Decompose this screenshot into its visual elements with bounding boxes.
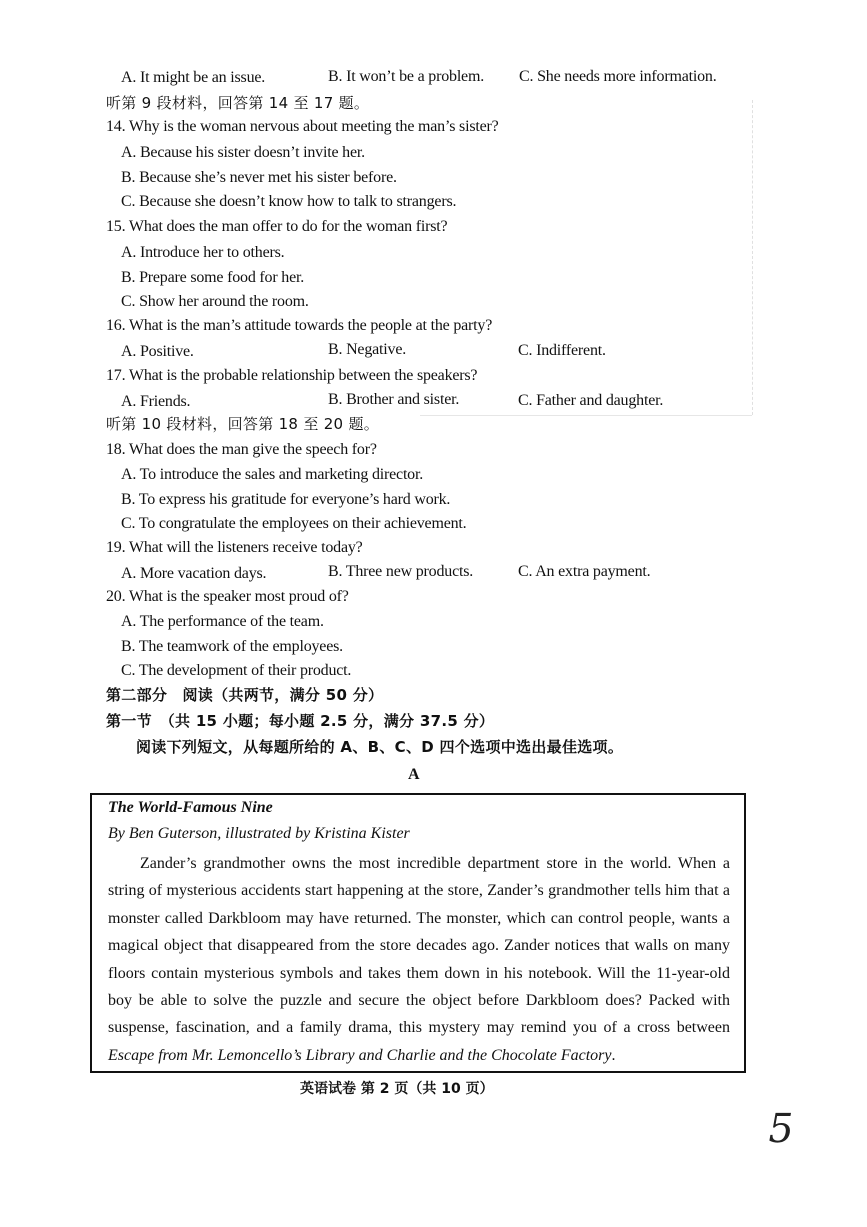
- question-15-option-c: C. Show her around the room.: [121, 293, 309, 310]
- q13-option-c: C. She needs more information.: [519, 68, 717, 85]
- passage-book-titles: Escape from Mr. Lemoncello’s Library and Charlie and the Chocolate Factory: [108, 1046, 612, 1064]
- q13-option-a: A. It might be an issue.: [121, 69, 266, 86]
- section-10-instruction: 听第 10 段材料，回答第 18 至 20 题。: [106, 415, 380, 433]
- passage-byline: By Ben Guterson, illustrated by Kristina Kister: [108, 825, 410, 842]
- passage-body-text: Zander’s grandmother owns the most incredible department store in the world. When a string of mysterious accidents start happening at the store, Zander’s grandmother tells him that a monster called Darkbloom may have returned. The monster, which can control people, wants a magical object that disappeared from the store decades ago. Zander notices that walls on many floors contain mysterious symbols and takes them down in his notebook. Will the 11-year-old boy be able to solve the puzzle and secure the object before Darkbloom does? Packed with suspense, fascination, and a family drama, this mystery may remind you of a cross between: [108, 855, 730, 1037]
- passage-box: [90, 793, 746, 1073]
- part-2-heading: 第二部分 阅读（共两节，满分 50 分）: [106, 686, 384, 704]
- question-19-stem: 19. What will the listeners receive today?: [106, 539, 363, 556]
- question-17-option-a: A. Friends.: [121, 393, 191, 410]
- question-15-stem: 15. What does the man offer to do for the woman first?: [106, 218, 448, 235]
- question-14-stem: 14. Why is the woman nervous about meeting the man’s sister?: [106, 118, 499, 135]
- question-14-option-b: B. Because she’s never met his sister before.: [121, 169, 397, 186]
- question-14-option-a: A. Because his sister doesn’t invite her.: [121, 144, 365, 161]
- question-17-option-b: B. Brother and sister.: [328, 391, 460, 408]
- handwritten-mark: 5: [763, 1106, 798, 1152]
- passage-letter: A: [408, 766, 420, 783]
- q13-option-b: B. It won’t be a problem.: [328, 68, 485, 85]
- bleed-through-artifact: [420, 415, 752, 416]
- question-18-option-a: A. To introduce the sales and marketing director.: [121, 466, 424, 483]
- question-17-option-c: C. Father and daughter.: [518, 392, 664, 409]
- question-18-option-c: C. To congratulate the employees on their achievement.: [121, 515, 467, 532]
- reading-directions: 阅读下列短文，从每题所给的 A、B、C、D 四个选项中选出最佳选项。: [136, 738, 624, 756]
- bleed-through-artifact: [740, 100, 753, 415]
- page-footer: 英语试卷 第 2 页（共 10 页）: [300, 1081, 494, 1097]
- question-16-option-a: A. Positive.: [121, 343, 194, 360]
- passage-body-end: .: [611, 1046, 616, 1064]
- question-18-stem: 18. What does the man give the speech for?: [106, 441, 377, 458]
- passage-body: [108, 850, 730, 1069]
- question-14-option-c: C. Because she doesn’t know how to talk to strangers.: [121, 193, 457, 210]
- passage-title: The World-Famous Nine: [108, 799, 273, 816]
- question-19-option-a: A. More vacation days.: [121, 565, 267, 582]
- question-16-option-c: C. Indifferent.: [518, 342, 606, 359]
- question-20-stem: 20. What is the speaker most proud of?: [106, 588, 349, 605]
- question-15-option-b: B. Prepare some food for her.: [121, 269, 305, 286]
- section-1-heading: 第一节 （共 15 小题；每小题 2.5 分，满分 37.5 分）: [106, 712, 495, 730]
- question-20-option-b: B. The teamwork of the employees.: [121, 638, 343, 655]
- question-20-option-a: A. The performance of the team.: [121, 613, 324, 630]
- question-20-option-c: C. The development of their product.: [121, 662, 352, 679]
- question-16-stem: 16. What is the man’s attitude towards the people at the party?: [106, 317, 493, 334]
- section-9-instruction: 听第 9 段材料，回答第 14 至 17 题。: [106, 94, 370, 112]
- question-19-option-c: C. An extra payment.: [518, 563, 651, 580]
- question-19-option-b: B. Three new products.: [328, 563, 474, 580]
- question-15-option-a: A. Introduce her to others.: [121, 244, 285, 261]
- question-16-option-b: B. Negative.: [328, 341, 407, 358]
- question-17-stem: 17. What is the probable relationship between the speakers?: [106, 367, 478, 384]
- question-18-option-b: B. To express his gratitude for everyone’s hard work.: [121, 491, 451, 508]
